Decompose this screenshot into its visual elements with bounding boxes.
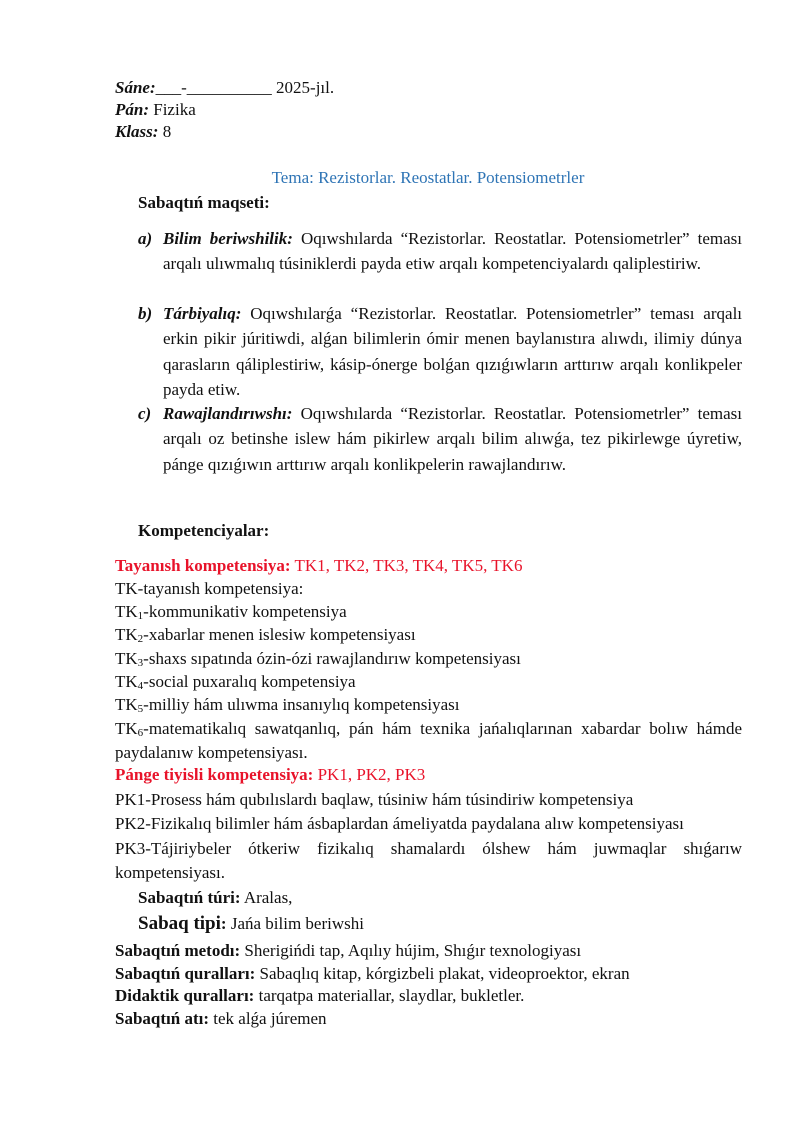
lesson-motto-line [115, 1008, 327, 1030]
goals-heading: Sabaqtıń maqseti: [138, 193, 270, 212]
lesson-didactic-label: Didaktik quralları: [115, 986, 255, 1005]
class-line [115, 121, 171, 143]
lesson-didactic-line [115, 985, 524, 1007]
goal-text: Oqıwshılarda “Rezistorlar. Reostatlar. Potensiometrler” teması arqalı ulıwmalıq túsiniklerdi payda etiw arqalı kompetenciyalardı qaliplestiriw. [163, 229, 742, 274]
goal-item-b [138, 301, 742, 402]
lesson-motto-label: Sabaqtıń atı: [115, 1009, 209, 1028]
lesson-didactic-value: tarqatpa materiallar, slaydlar, bukletler. [258, 986, 525, 1005]
subject-label: Pán: [115, 100, 149, 119]
lesson-type-value: Aralas, [243, 888, 293, 907]
lesson-tools-label: Sabaqtıń quralları: [115, 964, 256, 983]
goal-text: Oqıwshılarda “Rezistorlar. Reostatlar. Potensiometrler” teması arqalı oz betinshe islew hám pikirlew arqalı bilim alıwǵa, tez pikirlewge úyretiw, pánge qızıǵıwın arttırıw arqalı konlikpelerin rawajlandırıw. [163, 404, 742, 474]
subject-competency-line [115, 764, 425, 786]
competency-item-pk2: PK2-Fizikalıq bilimler hám ásbaplardan ámeliyatda paydalana alıw kompetensiyası [115, 814, 684, 833]
lesson-method-value: Sherigińdi tap, Aqılıy hújim, Shıǵır texnologiyası [244, 941, 582, 960]
lesson-tools-value: Sabaqlıq kitap, kórgizbeli plakat, videoproektor, ekran [259, 964, 630, 983]
lesson-kind-label: Sabaq tipi [138, 913, 221, 934]
lesson-method-label: Sabaqtıń metodı: [115, 941, 241, 960]
basic-competency-label: Tayanısh kompetensiya: [115, 556, 291, 575]
competency-item-pk3: PK3-Tájiriybeler ótkeriw fizikalıq shamalardı ólshew hám juwmaqlar shıǵarıw kompetensiyası. [115, 839, 742, 882]
topic-title: Tema: Rezistorlar. Reostatlar. Potensiometrler [271, 168, 585, 187]
subject-line [115, 99, 196, 121]
subject-competency-value: PK1, PK2, PK3 [317, 765, 426, 784]
competency-item-tk2: $TK_2$-xabarlar menen islesiw kompetensiyası [115, 625, 416, 645]
competencies-heading: Kompetenciyalar: [138, 521, 270, 540]
goal-marker: a) [138, 229, 153, 248]
goal-label: Rawajlandırıwshı: [163, 404, 293, 423]
goal-label: Bilim beriwshilik: [163, 229, 293, 248]
class-label: Klass: [115, 122, 159, 141]
goal-label: Tárbiyalıq: [163, 304, 242, 323]
date-label: Sáne: [115, 78, 156, 97]
basic-competency-intro: TK-tayanısh kompetensiya: [115, 579, 304, 598]
subject-value: Fizika [153, 100, 196, 119]
lesson-kind-line: Sabaq tipi: Jańa bilim beriwshi [138, 913, 364, 934]
lesson-type-label: Sabaqtıń túri: [138, 888, 241, 907]
competency-item-tk3: $TK_3$-shaxs sıpatında ózin-ózi rawajlandırıw kompetensiyası [115, 649, 521, 669]
date-value: ___-__________ 2025-jıl. [155, 78, 335, 97]
basic-competency-line [115, 555, 522, 577]
lesson-type-line [138, 887, 292, 909]
lesson-kind-value: Jańa bilim beriwshi [230, 914, 364, 933]
competency-item-tk1: $TK_1$-kommunikativ kompetensiya [115, 602, 347, 622]
date-line [115, 77, 334, 99]
subject-competency-label: Pánge tiyisli kompetensiya: [115, 765, 314, 784]
lesson-tools-line [115, 963, 630, 985]
lesson-method-line [115, 940, 581, 962]
goal-item-c [138, 401, 742, 477]
competency-item-pk1: PK1-Prosess hám qubılıslardı baqlaw, túsiniw hám túsindiriw kompetensiya [115, 790, 634, 809]
goal-item-a [138, 226, 742, 277]
competency-item-tk4: $TK_4$-social puxaralıq kompetensiya [115, 672, 356, 692]
goal-marker: c) [138, 404, 152, 423]
goal-text: Oqıwshılarǵa “Rezistorlar. Reostatlar. Potensiometrler” teması arqalı erkin pikir júritiwdi, alǵan bilimlerin ómir menen baylanıstıra alıwdı, ilimiy dúnya qarasların qáliplestiriw, kásip-ónerge bolǵan qızıǵıwların arttırıw arqalı konlikpeler payda etiw. [163, 304, 743, 399]
competency-item-tk6: $TK_6$-matematikalıq sawatqanlıq, pán hám texnika jańalıqlarınan xabardar bolıw hámde paydalanıw kompetensiyası. [115, 719, 742, 762]
competency-item-tk5: $TK_5$-milliy hám ulıwma insanıylıq kompetensiyası [115, 695, 460, 715]
goal-marker: b) [138, 304, 153, 323]
basic-competency-value: TK1, TK2, TK3, TK4, TK5, TK6 [294, 556, 523, 575]
lesson-motto-value: tek alǵa júremen [213, 1009, 327, 1028]
class-value: 8 [162, 122, 172, 141]
